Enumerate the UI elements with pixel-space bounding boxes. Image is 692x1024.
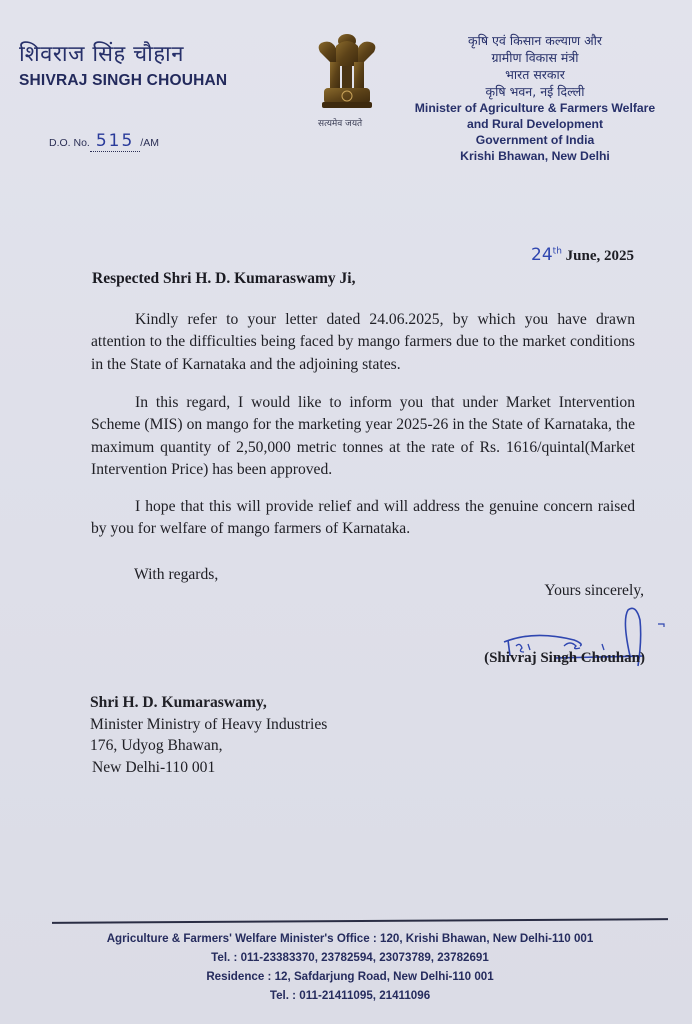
- closing-line: Yours sincerely,: [544, 582, 644, 599]
- recipient-address-line: 176, Udyog Bhawan,: [90, 737, 223, 754]
- footer-residence-telephone: Tel. : 011-21411095, 21411096: [269, 989, 431, 1002]
- footer-divider: [52, 918, 668, 924]
- office-english-line: Government of India: [475, 133, 595, 147]
- salutation: Respected Shri H. D. Kumaraswamy Ji,: [92, 270, 356, 287]
- office-english-line: Krishi Bhawan, New Delhi: [460, 149, 610, 163]
- paragraph-text: Kindly refer to your letter dated 24.06.2025, by which you have drawn attention to the difficulties being faced by mango farmers due to the market conditions in the State of Karnataka and the adjoining states.: [91, 311, 635, 373]
- do-suffix: /AM: [140, 137, 159, 149]
- office-hindi-line: भारत सरकार: [505, 67, 565, 82]
- office-hindi-line: ग्रामीण विकास मंत्री: [491, 50, 579, 65]
- office-english-line: Minister of Agriculture & Farmers Welfare: [414, 101, 656, 115]
- date-day: 24: [531, 245, 553, 265]
- do-prefix: D.O. No.: [49, 137, 90, 149]
- sender-name-english: SHIVRAJ SINGH CHOUHAN: [19, 72, 228, 89]
- date-month-year: June, 2025: [565, 248, 634, 264]
- body-paragraph: [91, 496, 635, 541]
- emblem-motto: सत्यमेव जयते: [318, 119, 363, 129]
- body-paragraph: [91, 309, 635, 376]
- body-paragraph: [91, 392, 635, 481]
- recipient-designation: Minister Ministry of Heavy Industries: [90, 715, 328, 733]
- signatory-name: (Shivraj Singh Chouhan): [484, 650, 645, 666]
- office-hindi-line: कृषि एवं किसान कल्याण और: [467, 33, 603, 48]
- date-day-handwritten: [531, 245, 562, 265]
- paragraph-text: I hope that this will provide relief and will address the genuine concern raised by you for welfare of mango farmers of Karnataka.: [91, 498, 635, 538]
- do-number: [49, 131, 159, 152]
- recipient-address: [90, 692, 327, 778]
- office-header: [402, 32, 668, 164]
- footer-residence-address: Residence : 12, Safdarjung Road, New Delhi-110 001: [206, 970, 494, 983]
- recipient-name: Shri H. D. Kumaraswamy,: [90, 694, 267, 711]
- footer-office-address: Agriculture & Farmers' Welfare Minister's Office : 120, Krishi Bhawan, New Delhi-110 001: [106, 932, 594, 945]
- letter-footer: [40, 929, 660, 1005]
- do-number-handwritten: 515: [90, 131, 140, 152]
- paragraph-text: In this regard, I would like to inform you that under Market Intervention Scheme (MIS) on mango for the marketing year 2025-26 in the State of Karnataka, the maximum quantity of 2,50,000 metric tonnes at the rate of Rs. 1616/quintal(Market Intervention Price) has been approved.: [91, 394, 635, 478]
- regards-line: With regards,: [134, 566, 219, 583]
- footer-office-telephone: Tel. : 011-23383370, 23782594, 23073789, 23782691: [211, 951, 489, 964]
- office-english-line: and Rural Development: [466, 117, 604, 131]
- sender-name-hindi: शिवराज सिंह चौहान: [19, 42, 184, 67]
- national-emblem-icon: [312, 32, 382, 112]
- letter-date: [531, 245, 634, 265]
- date-day-suffix: th: [552, 246, 562, 257]
- office-hindi-line: कृषि भवन, नई दिल्ली: [485, 84, 585, 99]
- recipient-address-line: New Delhi-110 001: [92, 758, 216, 776]
